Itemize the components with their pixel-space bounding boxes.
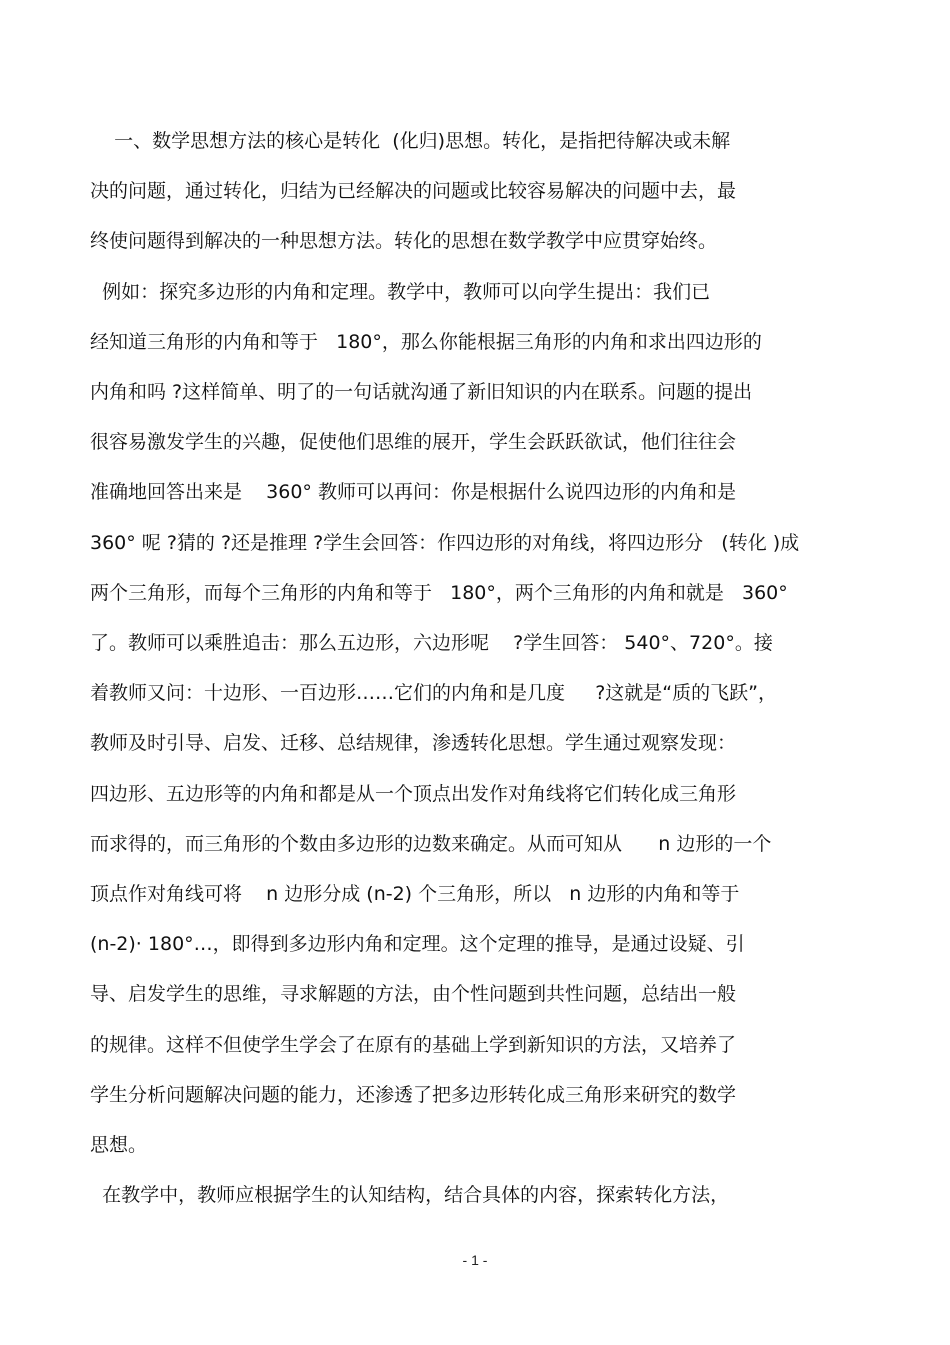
text-line: 一、数学思想方法的核心是转化 (化归)思想。转化，是指把待解决或未解 [90, 130, 731, 152]
text-line: 顶点作对角线可将 n 边形分成 (n-2) 个三角形，所以 n 边形的内角和等于 [90, 883, 740, 905]
text-line: 两个三角形，而每个三角形的内角和等于 180°，两个三角形的内角和就是 360° [90, 582, 788, 604]
text-line: 了。教师可以乘胜追击：那么五边形，六边形呢 ?学生回答： 540°、720°。接 [90, 632, 773, 654]
text-line: 教师及时引导、启发、迁移、总结规律，渗透转化思想。学生通过观察发现： [90, 732, 737, 754]
text-line: 学生分析问题解决问题的能力，还渗透了把多边形转化成三角形来研究的数学 [90, 1084, 737, 1106]
text-line: 例如：探究多边形的内角和定理。教学中，教师可以向学生提出：我们已 [90, 281, 711, 303]
text-line: 而求得的，而三角形的个数由多边形的边数来确定。从而可知从 n 边形的一个 [90, 833, 772, 855]
page-number: - 1 - [462, 1252, 488, 1268]
text-line: 思想。 [90, 1134, 148, 1156]
text-line: 着教师又问：十边形、一百边形……它们的内角和是几度 ?这就是“质的飞跃”， [90, 682, 777, 704]
text-line: 内角和吗 ?这样简单、明了的一句话就沟通了新旧知识的内在联系。问题的提出 [90, 381, 753, 403]
text-line: 的规律。这样不但使学生学会了在原有的基础上学到新知识的方法，又培养了 [90, 1034, 737, 1056]
text-line: 在教学中，教师应根据学生的认知结构，结合具体的内容，探索转化方法， [90, 1184, 730, 1206]
text-line: 经知道三角形的内角和等于 180°，那么你能根据三角形的内角和求出四边形的 [90, 331, 762, 353]
text-line: 准确地回答出来是 360° 教师可以再问：你是根据什么说四边形的内角和是 [90, 481, 736, 503]
text-line: 四边形、五边形等的内角和都是从一个顶点出发作对角线将它们转化成三角形 [90, 783, 737, 805]
text-line: 导、启发学生的思维，寻求解题的方法，由个性问题到共性问题，总结出一般 [90, 983, 737, 1005]
text-line: 决的问题，通过转化，归结为已经解决的问题或比较容易解决的问题中去，最 [90, 180, 737, 202]
text-line: (n-2)· 180°…，即得到多边形内角和定理。这个定理的推导，是通过设疑、引 [90, 933, 745, 955]
text-line: 终使问题得到解决的一种思想方法。转化的思想在数学教学中应贯穿始终。 [90, 230, 718, 252]
text-line: 360° 呢 ?猜的 ?还是推理 ?学生会回答：作四边形的对角线，将四边形分 (转化 )成 [90, 532, 800, 554]
text-line: 很容易激发学生的兴趣，促使他们思维的展开，学生会跃跃欲试，他们往往会 [90, 431, 737, 453]
